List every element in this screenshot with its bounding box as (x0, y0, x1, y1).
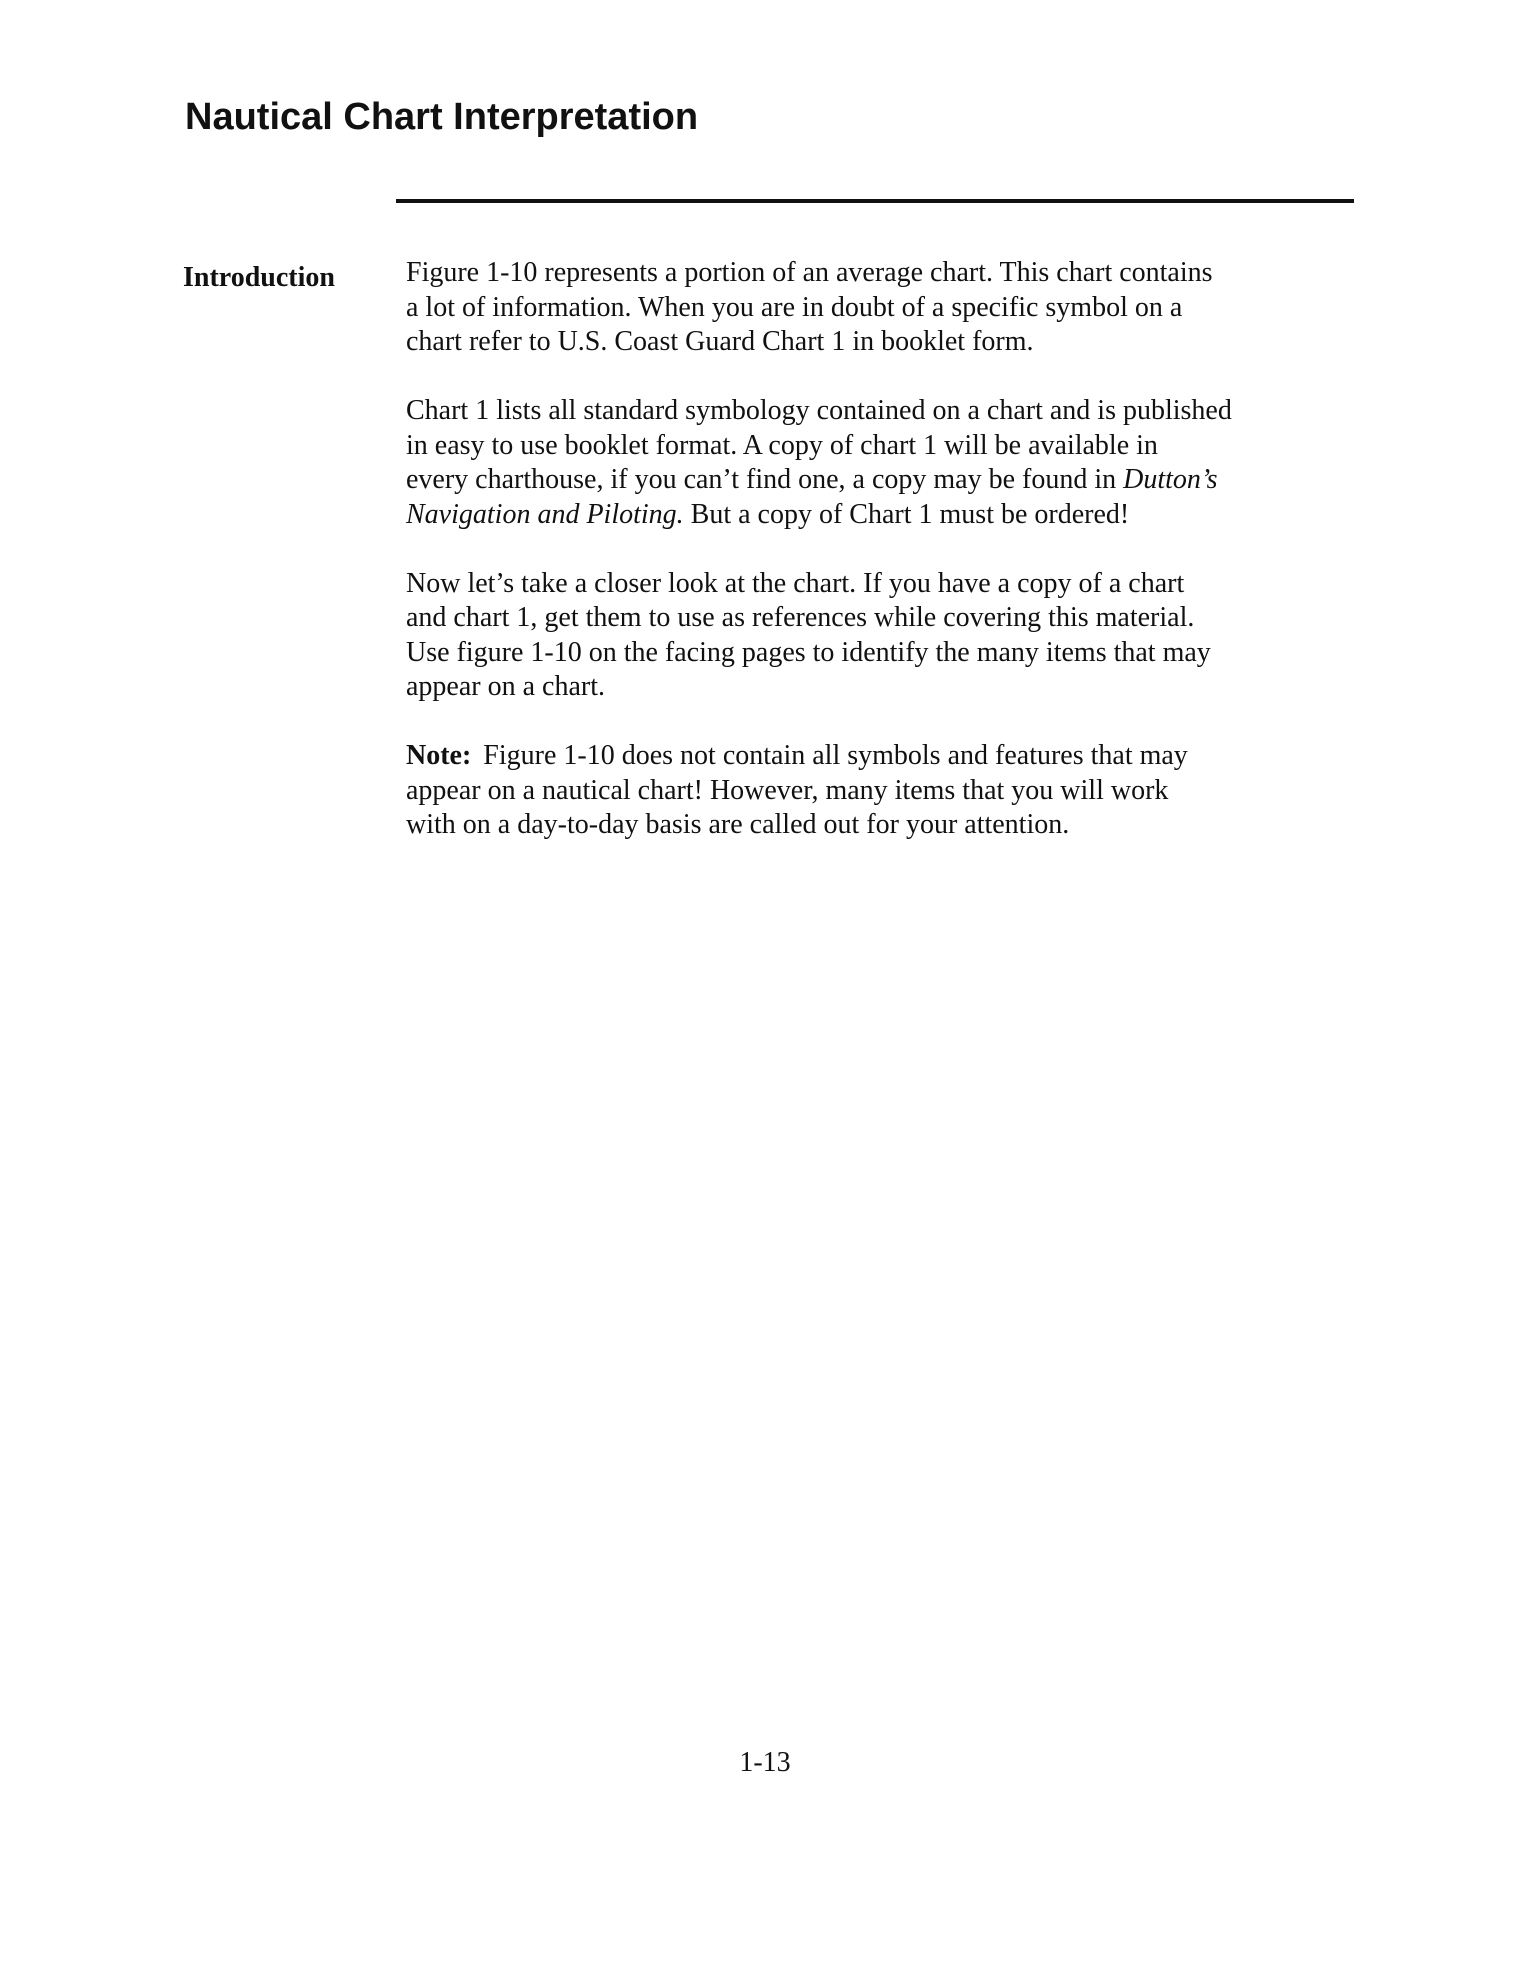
body-text (406, 256, 1326, 877)
note-label: Note: (406, 740, 472, 771)
book-title-italic: Navigation and Piloting. (406, 498, 684, 530)
paragraph-2 (406, 394, 1326, 532)
page-title: Nautical Chart Interpretation (185, 96, 699, 138)
text-run: Figure 1-10 does not contain all symbols and features that may (483, 740, 1188, 771)
text-line: Now let’s take a closer look at the chart. If you have a copy of a chart (406, 567, 1185, 599)
text-run: But a copy of Chart 1 must be ordered! (683, 498, 1130, 530)
paragraph-3 (406, 567, 1326, 705)
text-line: appear on a chart. (406, 671, 605, 702)
text-line: appear on a nautical chart! However, many items that you will work (406, 774, 1169, 806)
book-title-italic: Dutton’s (1123, 464, 1218, 495)
text-line (406, 463, 1326, 498)
title-divider (396, 199, 1354, 203)
note-paragraph (406, 739, 1326, 843)
text-line (406, 739, 1326, 774)
text-line: Figure 1-10 represents a portion of an average chart. This chart contains (406, 257, 1213, 288)
section-label: Introduction (183, 262, 335, 293)
text-line: Use figure 1-10 on the facing pages to identify the many items that may (406, 636, 1211, 668)
paragraph-1 (406, 256, 1326, 360)
text-line: chart refer to U.S. Coast Guard Chart 1 in booklet form. (406, 326, 1034, 357)
text-line: Chart 1 lists all standard symbology contained on a chart and is published (406, 395, 1232, 426)
text-run: every charthouse, if you can’t find one, a copy may be found in (406, 464, 1124, 495)
text-line: in easy to use booklet format. A copy of chart 1 will be available in (406, 429, 1158, 461)
text-line: and chart 1, get them to use as references while covering this material. (406, 602, 1195, 633)
page-number: 1-13 (739, 1747, 791, 1778)
text-line: a lot of information. When you are in doubt of a specific symbol on a (406, 291, 1183, 323)
text-line: with on a day-to-day basis are called out for your attention. (406, 809, 1070, 840)
text-line (406, 498, 1326, 533)
